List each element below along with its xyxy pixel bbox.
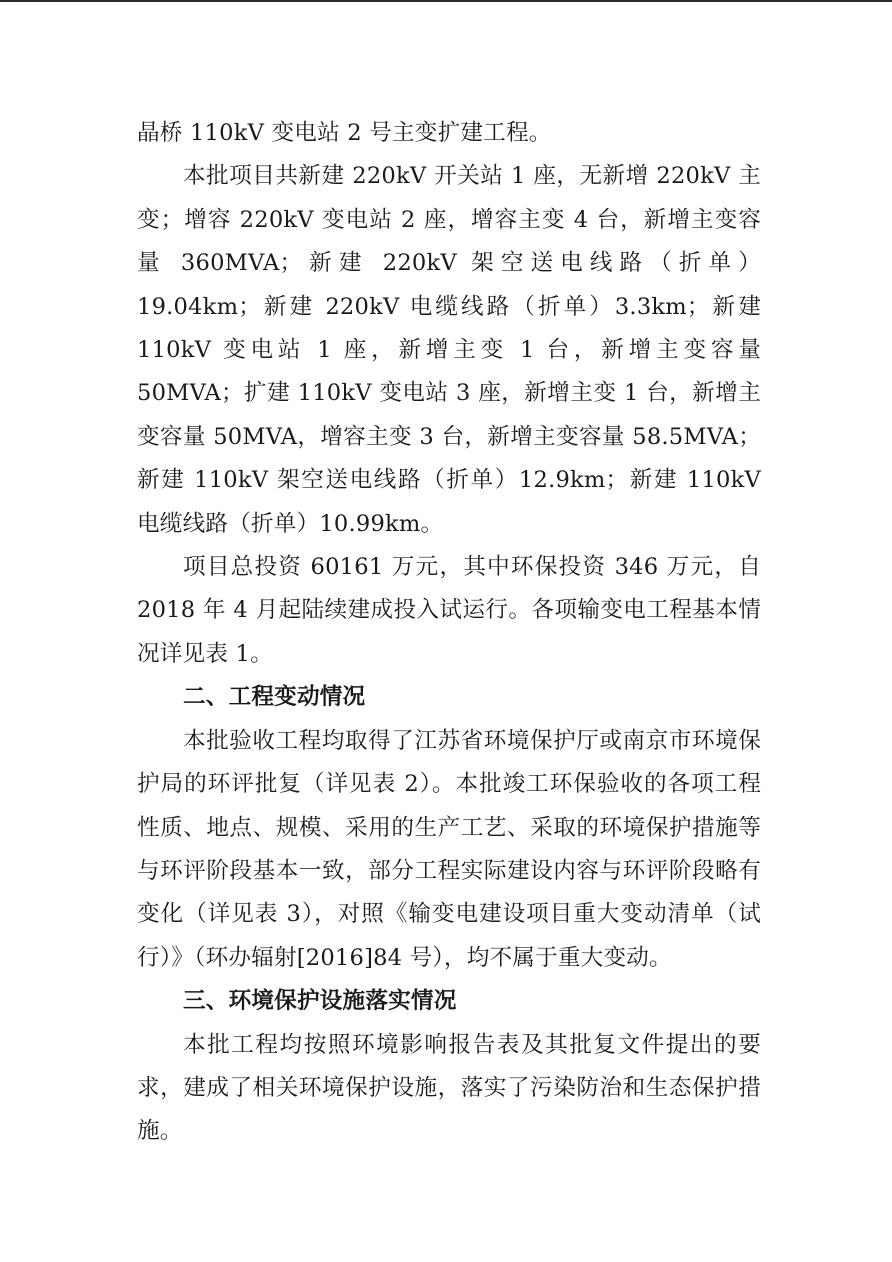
paragraph-investment: 项目总投资 60161 万元，其中环保投资 346 万元，自 2018 年 4 月起陆续建成投入试运行。各项输变电工程基本情况详见表 1。 bbox=[137, 554, 761, 667]
paragraph-changes: 本批验收工程均取得了江苏省环境保护厅或南京市环境保护局的环评批复（详见表 2）。本批竣工环保验收的各项工程性质、地点、规模、采用的生产工艺、采取的环境保护措施等与环评阶段基本一致，部分工程实际建设内容与环评阶段略有变化（详见表 3），对照《输变电建设项目重大变动清单（试行）》（环办辐射[2016]84 号），均不属于重大变动。 bbox=[137, 727, 761, 971]
page-top-border bbox=[0, 0, 892, 2]
document-body bbox=[137, 112, 761, 1154]
paragraph-continuation: 晶桥 110kV 变电站 2 号主变扩建工程。 bbox=[137, 120, 552, 146]
paragraph-project-summary: 本批项目共新建 220kV 开关站 1 座，无新增 220kV 主变；增容 220kV 变电站 2 座，增容主变 4 台，新增主变容量 360MVA；新建 220kV 架空送电线路（折单）19.04km；新建 220kV 电缆线路（折单）3.3km；新建 110kV 变电站 1 座，新增主变 1 台，新增主变容量 50MVA；扩建 110kV 变电站 3 座，新增主变 1 台，新增主变容量 50MVA，增容主变 3 台，新增主变容量 58.5MVA；新建 110kV 架空送电线路（折单）12.9km；新建 110kV 电缆线路（折单）10.99km。 bbox=[137, 163, 761, 537]
section-heading-changes: 二、工程变动情况 bbox=[183, 684, 366, 711]
paragraph-protection: 本批工程均按照环境影响报告表及其批复文件提出的要求，建成了相关环境保护设施，落实了污染防治和生态保护措施。 bbox=[137, 1031, 761, 1145]
section-heading-protection: 三、环境保护设施落实情况 bbox=[183, 988, 457, 1015]
